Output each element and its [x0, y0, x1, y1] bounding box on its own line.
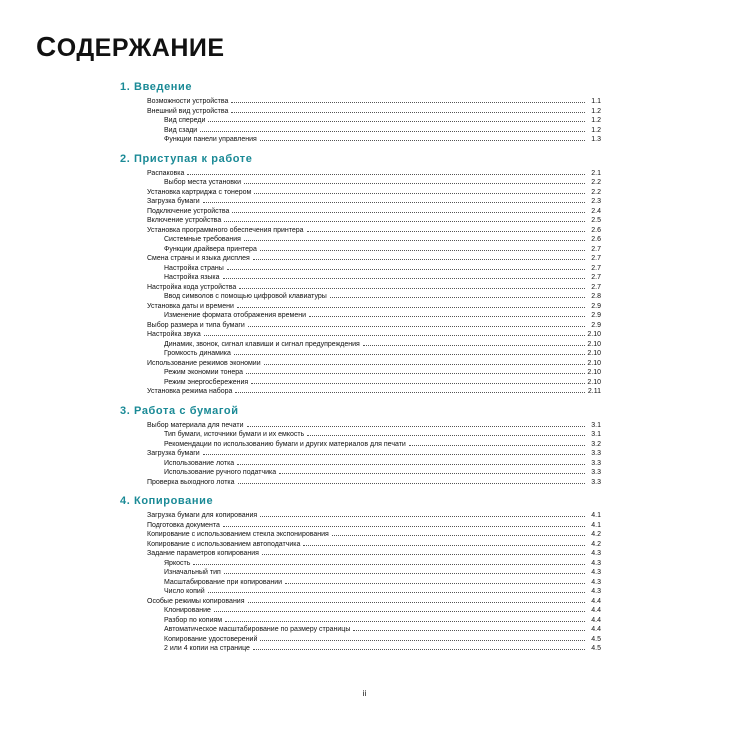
dot-leader	[208, 592, 585, 593]
toc-entry[interactable]	[147, 126, 601, 136]
toc-entry-page: 2.4	[591, 207, 601, 215]
dot-leader	[253, 649, 585, 650]
dot-leader	[232, 212, 585, 213]
toc-entry-label: Загрузка бумаги	[147, 450, 200, 457]
dot-leader	[244, 183, 585, 184]
dot-leader	[225, 621, 585, 622]
toc-entry[interactable]	[147, 521, 601, 531]
dot-leader	[353, 630, 585, 631]
dot-leader	[260, 640, 585, 641]
toc-entry[interactable]	[147, 378, 601, 388]
toc-entry-label: Выбор материала для печати	[147, 421, 244, 429]
toc-entries	[147, 169, 601, 397]
toc-entry-label: Выбор места установки	[164, 179, 242, 186]
toc-entry[interactable]	[147, 530, 601, 540]
toc-entry-page: 4.4	[591, 607, 601, 614]
toc-entry[interactable]	[147, 568, 601, 578]
toc-entry-page: 2.2	[591, 188, 601, 196]
toc-entry-page: 3.3	[591, 478, 601, 486]
dot-leader	[253, 259, 585, 260]
toc-entry-label: Установка даты и времени	[147, 302, 234, 310]
toc-entries	[147, 421, 601, 488]
toc-entry-page: 2.9	[591, 312, 601, 319]
toc-chapter	[120, 404, 601, 488]
toc-entry-label: Подключение устройства	[147, 207, 230, 215]
toc-entry[interactable]	[147, 468, 601, 478]
toc-entry[interactable]	[147, 292, 601, 302]
dot-leader	[251, 383, 585, 384]
dot-leader	[247, 426, 586, 427]
toc-entry-label: Масштабирование при копировании	[164, 578, 283, 586]
toc-entry[interactable]	[147, 340, 601, 350]
dot-leader	[363, 345, 585, 346]
toc-entry-page: 2.5	[591, 217, 601, 224]
dot-leader	[260, 250, 585, 251]
toc-entry-label: Включение устройства	[147, 217, 222, 224]
dot-leader	[309, 316, 585, 317]
toc-entry[interactable]	[147, 549, 601, 559]
dot-leader	[238, 483, 585, 484]
toc-entry-label: Изначальный тип	[164, 569, 221, 576]
dot-leader	[208, 121, 585, 122]
dot-leader	[254, 193, 585, 194]
toc-entry[interactable]	[147, 625, 601, 635]
table-of-contents	[120, 80, 601, 654]
toc-entry-label: Использование ручного податчика	[164, 469, 277, 476]
toc-entry[interactable]	[147, 578, 601, 588]
toc-entry-label: Копирование с использованием автоподатчика	[147, 540, 301, 548]
toc-entry[interactable]	[147, 235, 601, 245]
toc-entry[interactable]	[147, 421, 601, 431]
dot-leader	[303, 545, 585, 546]
toc-entry-label: Вид спереди	[164, 117, 206, 124]
toc-entry[interactable]	[147, 273, 601, 283]
toc-entry[interactable]	[147, 169, 601, 179]
dot-leader	[279, 473, 585, 474]
toc-entry-label: Яркость	[164, 559, 191, 567]
toc-entry[interactable]	[147, 330, 601, 340]
toc-entry-label: Режим экономии тонера	[164, 369, 244, 376]
page-title-rest: ОДЕРЖАНИЕ	[56, 34, 225, 62]
toc-chapter	[120, 494, 601, 654]
chapter-title[interactable]: 1. Введение	[120, 81, 193, 93]
toc-entry-page: 2.10	[587, 359, 601, 367]
toc-entry-page: 2.10	[587, 350, 601, 357]
toc-entry-label: Загрузка бумаги	[147, 198, 200, 205]
toc-entry-page: 1.3	[591, 136, 601, 143]
toc-entry-page: 4.3	[591, 550, 601, 557]
toc-entry-page: 1.1	[591, 98, 601, 105]
toc-entry-label: Проверка выходного лотка	[147, 478, 235, 486]
toc-entry-label: Копирование удостоверений	[164, 635, 258, 643]
toc-entry-page: 1.2	[591, 117, 601, 124]
toc-entry-label: Ввод символов с помощью цифровой клавиатуры	[164, 293, 327, 300]
toc-entry-page: 3.3	[591, 469, 601, 476]
toc-entry-label: Рекомендации по использованию бумаги и других материалов для печати	[164, 440, 406, 448]
dot-leader	[231, 112, 585, 113]
toc-entry[interactable]	[147, 559, 601, 569]
toc-entry[interactable]	[147, 283, 601, 293]
toc-entry[interactable]	[147, 349, 601, 359]
toc-entry-page: 2.7	[591, 255, 601, 262]
toc-entry[interactable]	[147, 116, 601, 126]
dot-leader	[224, 573, 585, 574]
toc-entry[interactable]	[147, 207, 601, 217]
toc-entry-label: Установка картриджа с тонером	[147, 188, 252, 196]
toc-entry-page: 4.2	[591, 540, 601, 548]
toc-entry-page: 4.3	[591, 559, 601, 567]
toc-entry-page: 2.9	[591, 302, 601, 310]
dot-leader	[244, 240, 585, 241]
chapter-title[interactable]: 2. Приступая к работе	[120, 152, 253, 165]
toc-entry-page: 2.1	[591, 169, 601, 177]
toc-entry-page: 2.10	[587, 378, 601, 386]
dot-leader	[260, 516, 585, 517]
toc-entry[interactable]	[147, 188, 601, 198]
toc-entry-page: 4.1	[591, 521, 601, 529]
toc-entry-label: Настройка звука	[147, 331, 201, 338]
toc-entry-label: Вид сзади	[164, 126, 198, 134]
toc-entry-page: 2.9	[591, 321, 601, 329]
toc-entry-page: 4.3	[591, 578, 601, 586]
toc-entry[interactable]	[147, 540, 601, 550]
dot-leader	[187, 174, 585, 175]
dot-leader	[330, 297, 585, 298]
dot-leader	[224, 221, 585, 222]
dot-leader	[193, 564, 585, 565]
dot-leader	[237, 464, 585, 465]
toc-entry-page: 4.5	[591, 635, 601, 643]
toc-entry[interactable]	[147, 616, 601, 626]
dot-leader	[204, 335, 585, 336]
page-number-footer: ii	[362, 689, 367, 698]
toc-entry-page: 3.2	[591, 440, 601, 448]
toc-entry[interactable]	[147, 606, 601, 616]
dot-leader	[235, 392, 585, 393]
toc-entry-page: 4.4	[591, 626, 601, 633]
dot-leader	[248, 602, 585, 603]
dot-leader	[264, 364, 585, 365]
toc-entry-page: 2.8	[591, 293, 601, 300]
toc-entry-page: 4.4	[591, 616, 601, 624]
toc-entry[interactable]	[147, 107, 601, 117]
toc-entry-page: 2.7	[591, 283, 601, 291]
toc-entry[interactable]	[147, 216, 601, 226]
toc-entry[interactable]	[147, 644, 601, 654]
toc-entry-label: Копирование с использованием стекла экспонирования	[147, 531, 329, 538]
toc-entries	[147, 97, 601, 145]
toc-entry[interactable]	[147, 597, 601, 607]
toc-entry[interactable]	[147, 197, 601, 207]
dot-leader	[307, 435, 585, 436]
toc-entry-page: 2.6	[591, 236, 601, 243]
toc-entry-page: 4.3	[591, 569, 601, 576]
toc-entry-page: 3.3	[591, 450, 601, 457]
dot-leader	[223, 526, 585, 527]
dot-leader	[223, 278, 585, 279]
toc-entry[interactable]	[147, 587, 601, 597]
toc-entry[interactable]	[147, 302, 601, 312]
toc-entry-label: Установка режима набора	[147, 388, 233, 395]
dot-leader	[409, 445, 585, 446]
toc-entry-label: Смена страны и языка дисплея	[147, 255, 250, 262]
toc-entry-page: 4.2	[591, 531, 601, 538]
toc-entry[interactable]	[147, 178, 601, 188]
toc-entry-label: 2 или 4 копии на странице	[164, 645, 250, 652]
toc-entry[interactable]	[147, 321, 601, 331]
dot-leader	[203, 454, 585, 455]
toc-entry-page: 4.4	[591, 597, 601, 605]
toc-entry-label: Функции драйвера принтера	[164, 245, 257, 253]
toc-entry-label: Возможности устройства	[147, 98, 229, 105]
toc-chapter	[120, 152, 601, 397]
toc-entry-label: Настройка языка	[164, 274, 220, 281]
page-title-initial: С	[36, 31, 57, 62]
toc-entry-page: 2.11	[587, 388, 601, 395]
toc-entry-page: 2.7	[591, 245, 601, 253]
toc-entry-label: Использование лотка	[164, 459, 235, 467]
toc-entry-page: 2.10	[587, 369, 601, 376]
toc-entry-page: 2.6	[591, 226, 601, 234]
toc-entry[interactable]	[147, 135, 601, 145]
dot-leader	[214, 611, 585, 612]
toc-entry[interactable]	[147, 449, 601, 459]
toc-entry[interactable]	[147, 264, 601, 274]
toc-entry-label: Функции панели управления	[164, 136, 257, 143]
page-title	[36, 31, 225, 63]
toc-entry-label: Громкость динамика	[164, 350, 231, 357]
toc-entry[interactable]	[147, 440, 601, 450]
toc-entry-page: 3.1	[591, 421, 601, 429]
dot-leader	[231, 102, 585, 103]
toc-entry-page: 4.3	[591, 588, 601, 595]
toc-entry-page: 4.5	[591, 645, 601, 652]
toc-entry-page: 2.7	[591, 264, 601, 272]
toc-entry-label: Особые режимы копирования	[147, 597, 245, 605]
toc-entry-page: 2.3	[591, 198, 601, 205]
toc-entry[interactable]	[147, 635, 601, 645]
toc-entry-label: Число копий	[164, 588, 205, 595]
toc-entry[interactable]	[147, 245, 601, 255]
toc-entry-label: Подготовка документа	[147, 521, 220, 529]
dot-leader	[248, 326, 585, 327]
toc-entry[interactable]	[147, 387, 601, 397]
toc-entry-label: Изменение формата отображения времени	[164, 312, 307, 319]
toc-entry-page: 3.1	[591, 431, 601, 438]
toc-entry-label: Разбор по копиям	[164, 616, 223, 624]
toc-entry[interactable]	[147, 254, 601, 264]
toc-entry[interactable]	[147, 478, 601, 488]
toc-entry[interactable]	[147, 311, 601, 321]
dot-leader	[246, 373, 585, 374]
toc-entry[interactable]	[147, 430, 601, 440]
dot-leader	[262, 554, 585, 555]
toc-entry-page: 3.3	[591, 459, 601, 467]
toc-entry[interactable]	[147, 368, 601, 378]
dot-leader	[332, 535, 585, 536]
toc-entry-label: Системные требования	[164, 236, 241, 243]
dot-leader	[285, 583, 585, 584]
toc-entry-label: Распаковка	[147, 169, 185, 177]
toc-entry-label: Клонирование	[164, 607, 211, 614]
toc-entry-label: Загрузка бумаги для копирования	[147, 512, 258, 519]
toc-entry-label: Настройка кода устройства	[147, 283, 237, 291]
toc-entry-label: Установка программного обеспечения принтера	[147, 226, 304, 234]
toc-entry-page: 1.2	[591, 107, 601, 115]
toc-chapter	[120, 80, 601, 145]
dot-leader	[234, 354, 585, 355]
dot-leader	[239, 288, 585, 289]
toc-entry[interactable]	[147, 511, 601, 521]
toc-entry-label: Выбор размера и типа бумаги	[147, 321, 245, 329]
toc-entry-label: Использование режимов экономии	[147, 359, 261, 367]
toc-entry-page: 2.10	[587, 340, 601, 348]
toc-entry[interactable]	[147, 459, 601, 469]
toc-entry[interactable]	[147, 359, 601, 369]
toc-entry-page: 4.1	[591, 512, 601, 519]
toc-entry-label: Задание параметров копирования	[147, 550, 259, 557]
toc-entry[interactable]	[147, 97, 601, 107]
toc-entry-label: Тип бумаги, источники бумаги и их емкость	[164, 431, 305, 438]
dot-leader	[227, 269, 585, 270]
dot-leader	[260, 140, 585, 141]
toc-entry-page: 2.7	[591, 274, 601, 281]
toc-entry-page: 2.2	[591, 179, 601, 186]
toc-entry[interactable]	[147, 226, 601, 236]
dot-leader	[307, 231, 585, 232]
chapter-title[interactable]: 4. Копирование	[120, 495, 214, 507]
toc-entry-label: Динамик, звонок, сигнал клавиши и сигнал предупреждения	[164, 340, 360, 348]
toc-entry-label: Режим энергосбережения	[164, 378, 249, 386]
dot-leader	[237, 307, 585, 308]
dot-leader	[203, 202, 585, 203]
toc-entry-page: 1.2	[591, 126, 601, 134]
toc-entries	[147, 511, 601, 654]
chapter-title[interactable]: 3. Работа с бумагой	[120, 404, 239, 417]
dot-leader	[200, 131, 585, 132]
toc-entry-page: 2.10	[587, 331, 601, 338]
toc-entry-label: Настройка страны	[164, 264, 224, 272]
toc-entry-label: Внешний вид устройства	[147, 107, 229, 115]
toc-entry-label: Автоматическое масштабирование по размеру страницы	[164, 626, 351, 633]
